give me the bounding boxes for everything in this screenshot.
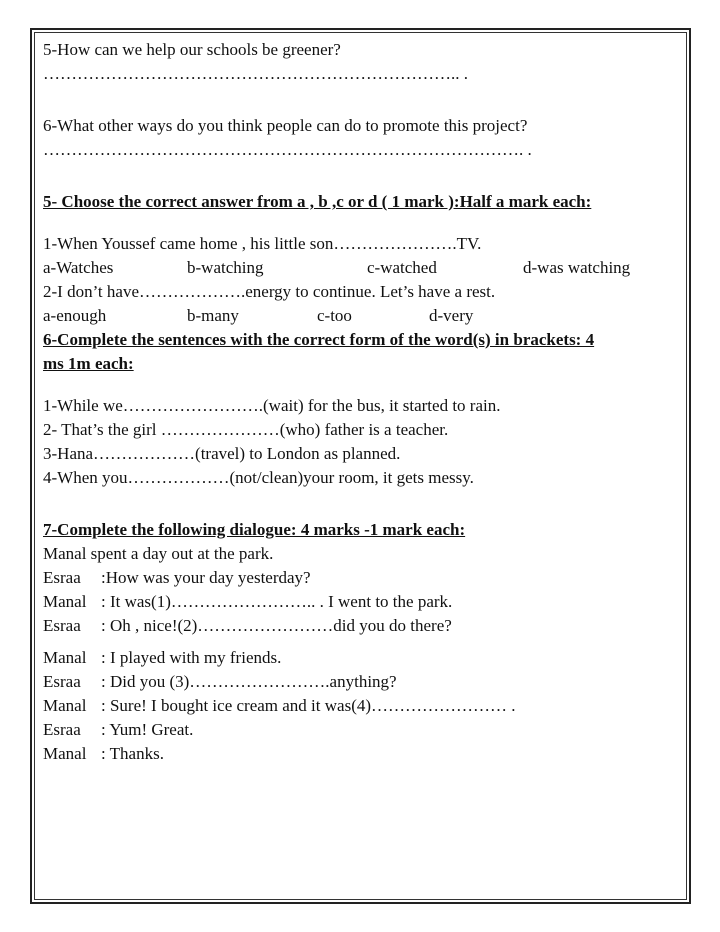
speaker: Esraa — [43, 568, 81, 587]
sentence-item: 1-While we…………………….(wait) for the bus, it started to rain. — [43, 396, 501, 415]
speaker: Esraa — [43, 672, 81, 691]
speaker: Manal — [43, 648, 87, 667]
section-6-heading: 6-Complete the sentences with the correct form of the word(s) in brackets: 4 — [43, 330, 595, 349]
mcq-1-options — [43, 256, 663, 280]
dialogue-line — [43, 694, 663, 718]
dialogue-intro: Manal spent a day out at the park. — [43, 544, 274, 563]
dialogue-text: : I played with my friends. — [101, 648, 282, 667]
mcq-1: 1-When Youssef came home , his little son………………….TV. — [43, 234, 482, 253]
answer-line-6: …………………………………………………………………………. . — [43, 140, 532, 159]
speaker: Manal — [43, 696, 87, 715]
option: a-Watches — [43, 258, 114, 277]
worksheet-content — [43, 38, 663, 766]
dialogue-line — [43, 614, 663, 638]
dialogue-text: : It was(1)…………………….. . I went to the park. — [101, 592, 453, 611]
speaker: Manal — [43, 592, 87, 611]
speaker: Esraa — [43, 720, 81, 739]
speaker: Manal — [43, 744, 87, 763]
option: d-was watching — [523, 258, 631, 277]
option: c-too — [317, 306, 352, 325]
answer-line-5: ……………………………………………………………….. . — [43, 64, 468, 83]
question-6-open: 6-What other ways do you think people can do to promote this project? — [43, 116, 528, 135]
option: b-many — [187, 306, 239, 325]
section-5-heading: 5- Choose the correct answer from a , b ,c or d ( 1 mark ):Half a mark each: — [43, 192, 592, 211]
mcq-2-options — [43, 304, 663, 328]
dialogue-line — [43, 590, 663, 614]
dialogue-line — [43, 670, 663, 694]
section-6-heading-cont: ms 1m each: — [43, 354, 134, 373]
option: d-very — [429, 306, 474, 325]
section-7-heading: 7-Complete the following dialogue: 4 marks -1 mark each: — [43, 520, 466, 539]
dialogue-text: : Did you (3)…………………….anything? — [101, 672, 397, 691]
dialogue-line — [43, 718, 663, 742]
sentence-item: 3-Hana………………(travel) to London as planned. — [43, 444, 401, 463]
speaker: Esraa — [43, 616, 81, 635]
sentence-item: 4-When you………………(not/clean)your room, it gets messy. — [43, 468, 474, 487]
dialogue-text: : Oh , nice!(2)……………………did you do there? — [101, 616, 452, 635]
dialogue-line — [43, 566, 663, 590]
dialogue-text: : Yum! Great. — [101, 720, 194, 739]
sentence-item: 2- That’s the girl …………………(who) father is a teacher. — [43, 420, 449, 439]
mcq-2: 2-I don’t have……………….energy to continue. Let’s have a rest. — [43, 282, 496, 301]
dialogue-text: : Sure! I bought ice cream and it was(4)…………………… . — [101, 696, 516, 715]
option: b-watching — [187, 258, 264, 277]
option: a-enough — [43, 306, 107, 325]
dialogue-text: : Thanks. — [101, 744, 164, 763]
dialogue-text: :How was your day yesterday? — [101, 568, 311, 587]
question-5-open: 5-How can we help our schools be greener? — [43, 40, 341, 59]
option: c-watched — [367, 258, 437, 277]
dialogue-line — [43, 646, 663, 670]
dialogue-line — [43, 742, 663, 766]
